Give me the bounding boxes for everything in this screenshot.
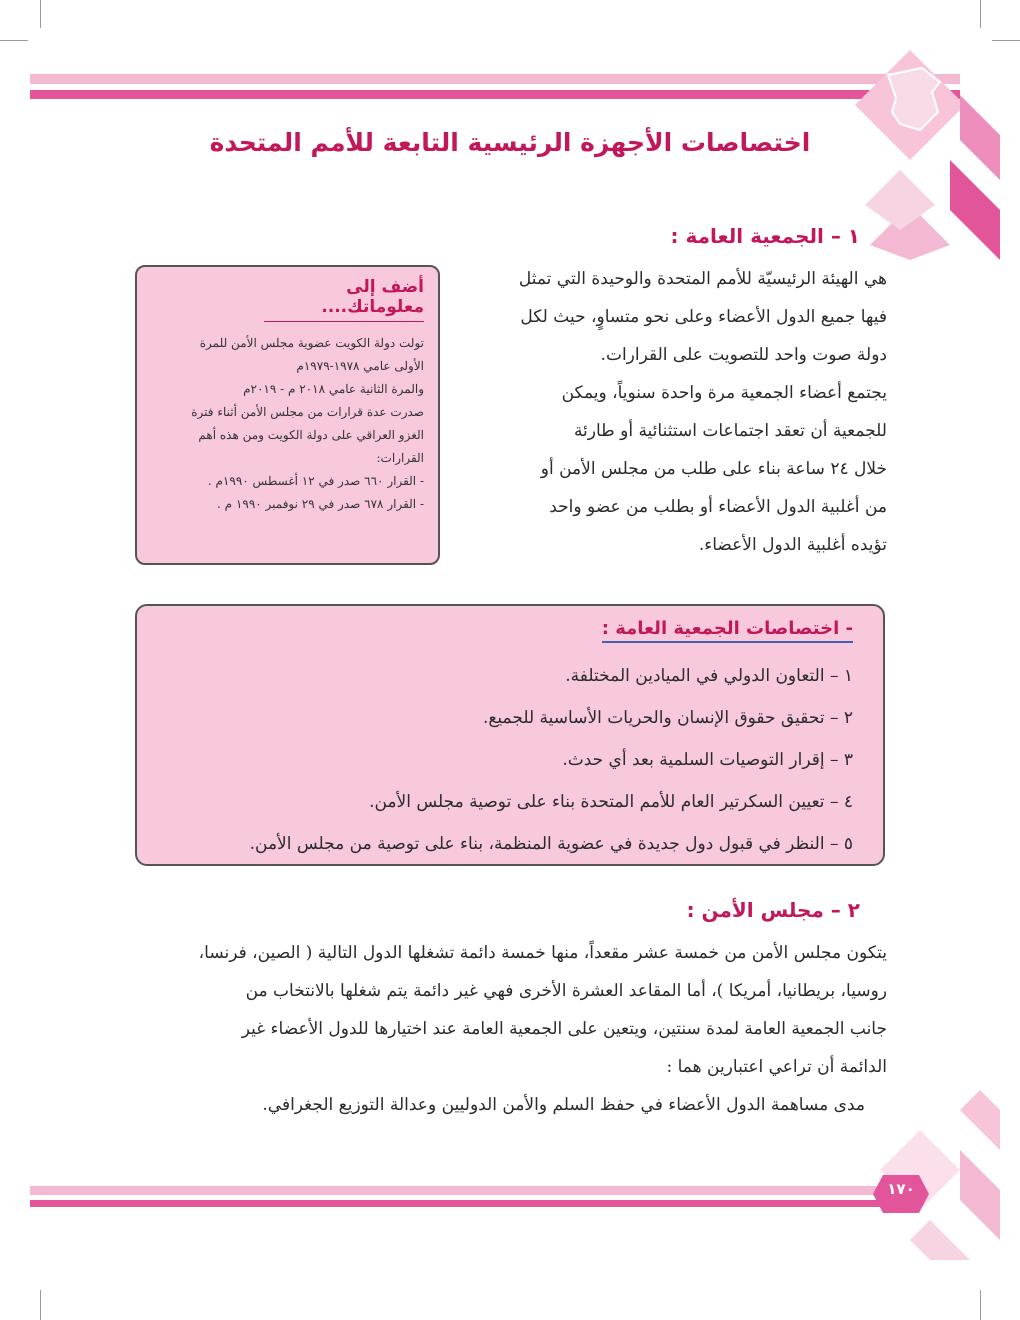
page-title: اختصاصات الأجهزة الرئيسية التابعة للأمم المتحدة (209, 128, 811, 157)
paragraph-line: تؤيده أغلبية الدول الأعضاء. (698, 535, 887, 555)
list-item: ٣ – إقرار التوصيات السلمية بعد أي حدث. (562, 750, 853, 770)
sidebox-line: والمرة الثانية عامي ٢٠١٨ م - ٢٠١٩م (243, 382, 424, 396)
paragraph-line: هي الهيئة الرئيسيّة للأمم المتحدة والوحيدة التي تمثل (518, 269, 887, 289)
diamond-shape (950, 160, 1000, 260)
footer-band-light (30, 1186, 895, 1195)
crop-mark (40, 1290, 41, 1320)
crop-mark (980, 1290, 981, 1320)
footer-band-dark (30, 1200, 895, 1207)
list-item: ٢ – تحقيق حقوق الإنسان والحريات الأساسية للجميع. (482, 708, 853, 728)
list-item: ٥ – النظر في قبول دول جديدة في عضوية المنظمة، بناء على توصية من مجلس الأمن. (249, 834, 853, 854)
crop-mark (0, 40, 28, 41)
security-council-paragraph (130, 934, 887, 1124)
paragraph-line: فيها جميع الدول الأعضاء وعلى نحو متساوٍ، حيث لكل (520, 307, 887, 327)
paragraph-line: للجمعية أن تعقد اجتماعات استثنائية أو طارئة (573, 421, 887, 441)
diamond-shape (910, 1220, 970, 1260)
functions-box-title: - اختصاصات الجمعية العامة : (602, 618, 853, 643)
sidebox-title: أضف إلى معلوماتك.... (264, 277, 424, 322)
paragraph-line: روسيا، بريطانيا، أمريكا )، أما المقاعد العشرة الأخرى فهي غير دائمة يتم شغلها بالانتخاب من (245, 981, 887, 1001)
section-heading-security-council: ٢ – مجلس الأمن : (686, 898, 860, 922)
paragraph-line: الدائمة أن تراعي اعتبارين هما : (666, 1057, 887, 1077)
list-item: ٤ – تعيين السكرتير العام للأمم المتحدة بناء على توصية مجلس الأمن. (369, 792, 853, 812)
general-assembly-paragraph (462, 260, 887, 564)
diamond-shape (960, 1150, 1000, 1240)
paragraph-line: من أغلبية الدول الأعضاء أو بطلب من عضو واحد (549, 497, 887, 517)
sidebox-line: تولت دولة الكويت عضوية مجلس الأمن للمرة (199, 336, 424, 350)
diamond-shape (960, 95, 1000, 180)
paragraph-line: يتكون مجلس الأمن من خمسة عشر مقعداً، منها خمسة دائمة تشغلها الدول التالية ( الصين، فرنسا، (198, 943, 887, 963)
paragraph-line: دولة صوت واحد للتصويت على القرارات. (600, 345, 887, 365)
list-item: ١ – التعاون الدولي في الميادين المختلفة. (565, 666, 853, 686)
crop-mark (40, 0, 41, 28)
sidebox-line: - القرار ٦٦٠ صدر في ١٢ أغسطس ١٩٩٠م . (207, 474, 424, 488)
sidebox-line: الغزو العراقي على دولة الكويت ومن هذه أهم (198, 428, 424, 442)
functions-box (135, 604, 885, 866)
sidebox-line: الأولى عامي ١٩٧٨-١٩٧٩م (296, 359, 424, 373)
paragraph-line: يجتمع أعضاء الجمعية مرة واحدة سنوياً، ويمكن (561, 383, 887, 403)
page-number: ١٧٠ (887, 1180, 915, 1198)
sidebox-line: - القرار ٦٧٨ صدر في ٢٩ نوفمبر ١٩٩٠ م . (217, 497, 424, 511)
paragraph-line: خلال ٢٤ ساعة بناء على طلب من مجلس الأمن أو (540, 459, 887, 479)
sidebox-line: القرارات: (376, 451, 424, 465)
paragraph-line: مدى مساهمة الدول الأعضاء في حفظ السلم والأمن الدوليين وعدالة التوزيع الجغرافي. (262, 1095, 865, 1115)
paragraph-line: جانب الجمعية العامة لمدة سنتين، ويتعين على الجمعية العامة عند اختيارها للدول الأعضاء غير (241, 1019, 887, 1039)
section-heading-general-assembly: ١ – الجمعية العامة : (670, 224, 860, 248)
info-sidebox (135, 265, 440, 565)
sidebox-line: صدرت عدة قرارات من مجلس الأمن أثناء فترة (191, 405, 424, 419)
diamond-shape (960, 1090, 1000, 1150)
